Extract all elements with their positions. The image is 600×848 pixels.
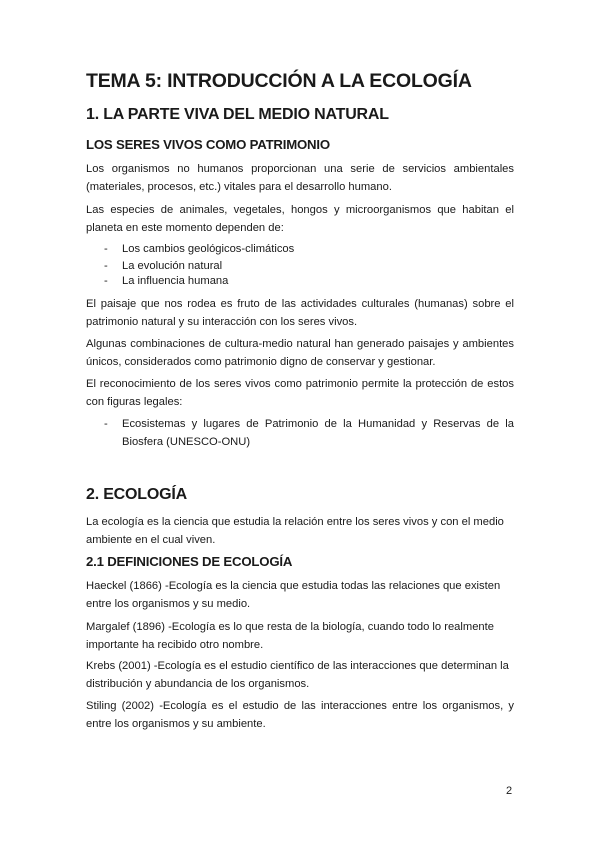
definition-krebs: Krebs (2001) -Ecología es el estudio científico de las interacciones que determinan la distribución y abundancia de los organismos. — [86, 660, 509, 690]
list-item: Los cambios geológicos-climáticos — [122, 243, 295, 255]
paragraph: Los organismos no humanos proporcionan una serie de servicios ambientales (materiales, procesos, etc.) vitales para el desarrollo humano. — [86, 163, 514, 193]
definition-haeckel: Haeckel (1866) -Ecología es la ciencia que estudia todas las relaciones que existen entre los organismos y su medio. — [86, 580, 501, 610]
page-number: 2 — [506, 785, 513, 797]
list-dash: - — [104, 275, 108, 287]
paragraph: La ecología es la ciencia que estudia la relación entre los seres vivos y con el medio ambiente en el cual viven. — [86, 516, 504, 546]
section-2-heading: 2. ECOLOGÍA — [86, 486, 187, 503]
definition-stiling: Stiling (2002) -Ecología es el estudio de las interacciones entre los organismos, y entre los organismos y su ambiente. — [86, 700, 514, 730]
page-title: TEMA 5: INTRODUCCIÓN A LA ECOLOGÍA — [86, 70, 472, 92]
section-1-heading: 1. LA PARTE VIVA DEL MEDIO NATURAL — [86, 106, 389, 123]
paragraph: Las especies de animales, vegetales, hongos y microorganismos que habitan el planeta en este momento dependen de: — [86, 204, 514, 234]
list-dash: - — [104, 418, 108, 430]
section-1-subheading: LOS SERES VIVOS COMO PATRIMONIO — [86, 137, 330, 152]
section-2-1-subheading: 2.1 DEFINICIONES DE ECOLOGÍA — [86, 554, 293, 569]
list-item: La influencia humana — [122, 275, 229, 287]
list-dash: - — [104, 260, 108, 272]
list-dash: - — [104, 243, 108, 255]
paragraph: Algunas combinaciones de cultura-medio natural han generado paisajes y ambientes únicos, considerados como patrimonio digno de conservar y gestionar. — [86, 338, 514, 368]
paragraph: El paisaje que nos rodea es fruto de las actividades culturales (humanas) sobre el patrimonio natural y su interacción con los seres vivos. — [86, 298, 514, 328]
paragraph: El reconocimiento de los seres vivos como patrimonio permite la protección de estos con figuras legales: — [86, 378, 514, 408]
list-item: La evolución natural — [122, 260, 223, 272]
definition-margalef: Margalef (1896) -Ecología es lo que resta de la biología, cuando todo lo realmente importante ha recibido otro nombre. — [86, 621, 494, 651]
list-item: Ecosistemas y lugares de Patrimonio de la Humanidad y Reservas de la Biosfera (UNESCO-ONU) — [122, 418, 514, 448]
